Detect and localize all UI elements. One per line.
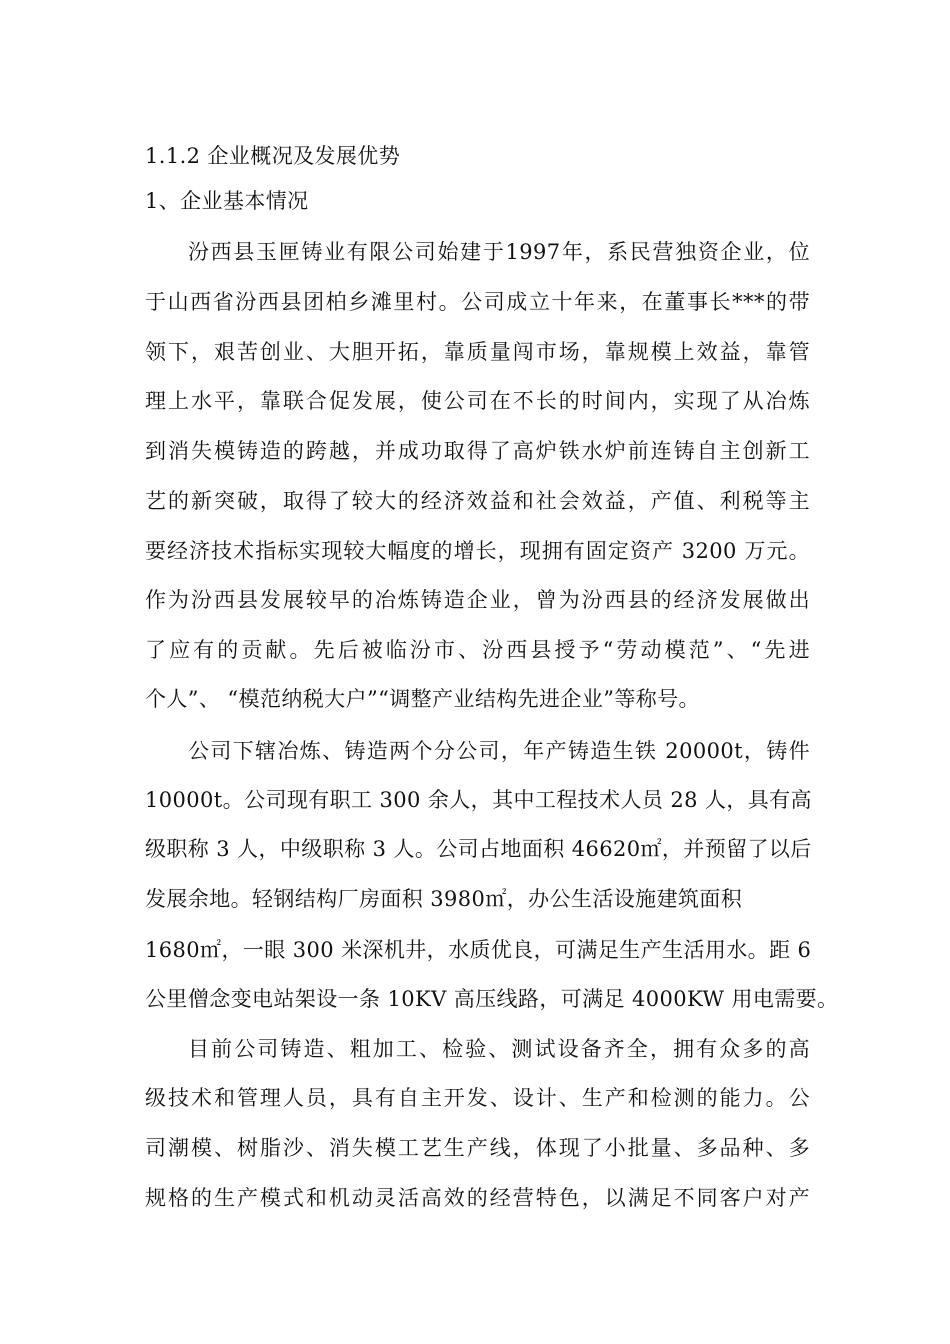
text-line: 到消失模铸造的跨越，并成功取得了高炉铁水炉前连铸自主创新工	[145, 439, 810, 463]
text-line: 于山西省汾西县团柏乡滩里村。公司成立十年来，在董事长***的带	[145, 290, 810, 314]
text-line: 目前公司铸造、粗加工、检验、测试设备齐全，拥有众多的高	[188, 1037, 810, 1061]
text-line: 公里僧念变电站架设一条 10KV 高压线路，可满足 4000KW 用电需要。	[145, 987, 839, 1011]
section-heading: 1.1.2 企业概况及发展优势	[145, 144, 401, 168]
text-line: 了应有的贡献。先后被临汾市、汾西县授予“劳动模范”、“先进	[145, 638, 810, 662]
text-line: 司潮模、树脂沙、消失模工艺生产线，体现了小批量、多品种、多	[145, 1136, 810, 1160]
text-line: 1680㎡，一眼 300 米深机井，水质优良，可满足生产生活用水。距 6	[145, 938, 812, 962]
text-line: 级技术和管理人员，具有自主开发、设计、生产和检测的能力。公	[145, 1086, 810, 1110]
text-line: 汾西县玉匣铸业有限公司始建于1997年，系民营独资企业，位	[188, 240, 810, 264]
text-line: 个人”、 “模范纳税大户”“调整产业结构先进企业”等称号。	[145, 687, 700, 711]
text-line: 理上水平，靠联合促发展，使公司在不长的时间内，实现了从冶炼	[145, 389, 810, 413]
text-line: 要经济技术指标实现较大幅度的增长，现拥有固定资产 3200 万元。	[145, 539, 810, 563]
text-line: 规格的生产模式和机动灵活高效的经营特色，以满足不同客户对产	[145, 1186, 810, 1210]
subsection-heading: 1、企业基本情况	[145, 189, 309, 213]
text-line: 发展余地。轻钢结构厂房面积 3980㎡，办公生活设施建筑面积	[145, 887, 743, 911]
text-line: 艺的新突破，取得了较大的经济效益和社会效益，产值、利税等主	[145, 489, 810, 513]
text-line: 作为汾西县发展较早的冶炼铸造企业，曾为汾西县的经济发展做出	[145, 588, 810, 612]
text-line: 领下，艰苦创业、大胆开拓，靠质量闯市场，靠规模上效益，靠管	[145, 340, 810, 364]
text-line: 10000t。公司现有职工 300 余人，其中工程技术人员 28 人，具有高	[145, 788, 812, 812]
text-line: 级职称 3 人，中级职称 3 人。公司占地面积 46620㎡，并预留了以后	[145, 837, 812, 861]
text-line: 公司下辖冶炼、铸造两个分公司，年产铸造生铁 20000t，铸件	[188, 739, 810, 763]
